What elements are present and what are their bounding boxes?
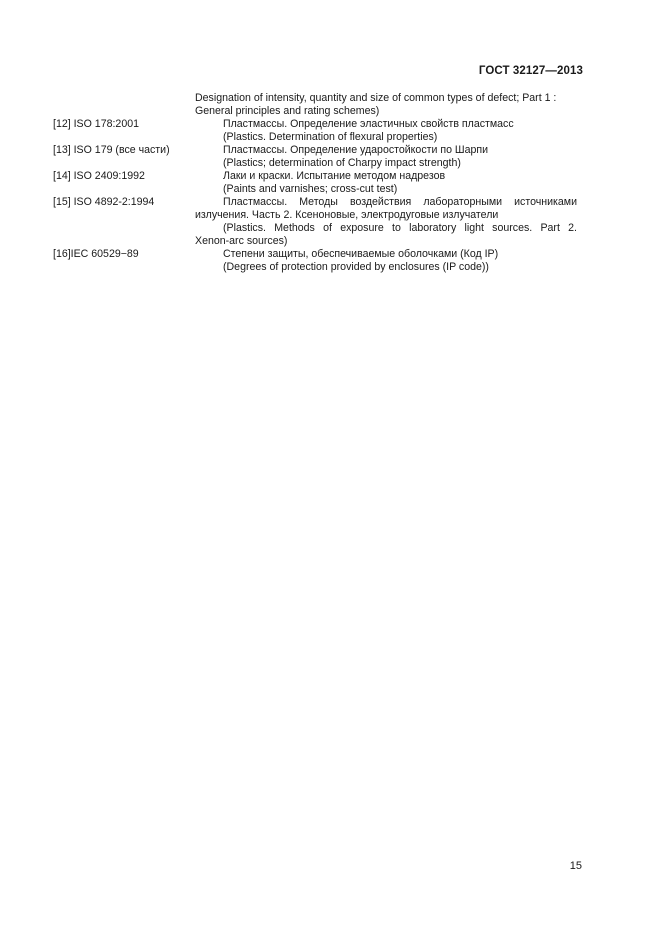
reference-line: Designation of intensity, quantity and size of common types of defect; Part 1 : (195, 92, 557, 104)
reference-line: (Degrees of protection provided by enclosures (IP code)) (223, 261, 489, 273)
reference-number: [13] ISO 179 (все части) (53, 144, 170, 156)
reference-line: (Plastics; determination of Charpy impact strength) (223, 157, 461, 169)
reference-line: Пластмассы. Определение эластичных свойств пластмасс (223, 118, 514, 130)
reference-number: [16]IEC 60529−89 (53, 248, 139, 260)
page-number: 15 (569, 860, 582, 872)
reference-line: Xenon-arc sources) (195, 235, 288, 247)
reference-line: (Paints and varnishes; cross-cut test) (223, 183, 398, 195)
document-header: ГОСТ 32127—2013 (478, 65, 583, 77)
reference-line: (Plastics. Methods of exposure to laboratory light sources. Part 2. (223, 222, 577, 234)
reference-number: [15] ISO 4892-2:1994 (53, 196, 155, 208)
reference-line: излучения. Часть 2. Ксеноновые, электродуговые излучатели (195, 209, 499, 221)
reference-line: (Plastics. Determination of flexural properties) (223, 131, 438, 143)
reference-line: Степени защиты, обеспечиваемые оболочками (Код IP) (223, 248, 499, 260)
reference-number: [14] ISO 2409:1992 (53, 170, 145, 182)
reference-line: Пластмассы. Методы воздействия лабораторными источниками (223, 196, 577, 208)
reference-line: Лаки и краски. Испытание методом надрезов (223, 170, 446, 182)
reference-line: General principles and rating schemes) (195, 105, 380, 117)
reference-number: [12] ISO 178:2001 (53, 118, 139, 130)
reference-line: Пластмассы. Определение ударостойкости по Шарпи (223, 144, 489, 156)
